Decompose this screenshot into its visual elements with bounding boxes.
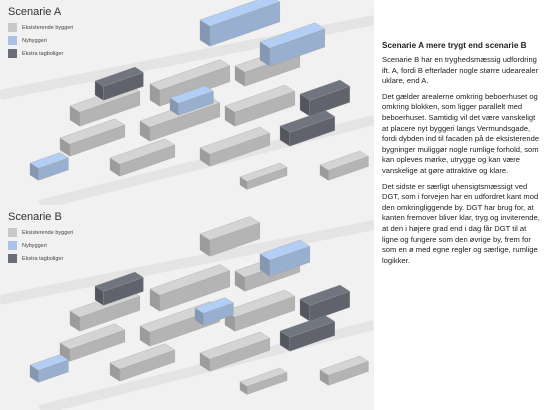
legend-item-existing bbox=[8, 227, 73, 238]
description-paragraph: Scenarie B har en tryghedsmæssig udfordring ift. A, fordi B efterlader nogle større udearealer uklare, end A. bbox=[382, 55, 539, 86]
scenario-a-legend bbox=[8, 22, 73, 61]
scenario-b-legend bbox=[8, 227, 73, 266]
legend-swatch-extra-roof bbox=[8, 49, 17, 58]
legend-label: Eksisterende byggeri bbox=[22, 229, 74, 236]
legend-label: Nybyggeri bbox=[22, 37, 47, 44]
legend-label: Ekstra tagboliger bbox=[22, 255, 64, 262]
scenario-b-title: Scenarie B bbox=[8, 211, 62, 223]
legend-swatch-new bbox=[8, 36, 17, 45]
legend-item-existing bbox=[8, 22, 73, 33]
legend-item-extra-roof bbox=[8, 253, 73, 264]
description-column bbox=[382, 40, 542, 271]
legend-swatch-existing bbox=[8, 23, 17, 32]
legend-item-extra-roof bbox=[8, 48, 73, 59]
scenario-b-panel bbox=[0, 205, 374, 410]
legend-swatch-existing bbox=[8, 228, 17, 237]
scenario-a-panel bbox=[0, 0, 374, 205]
legend-item-new bbox=[8, 35, 73, 46]
description-heading: Scenarie A mere trygt end scenarie B bbox=[382, 41, 527, 50]
legend-label: Eksisterende byggeri bbox=[22, 24, 74, 31]
legend-label: Nybyggeri bbox=[22, 242, 47, 249]
scenario-a-title: Scenarie A bbox=[8, 6, 62, 18]
legend-item-new bbox=[8, 240, 73, 251]
description-paragraph: Det sidste er særligt uhensigtsmæssigt ved DGT, som i forvejen har en udfordret kant mod den omkringliggende by. DGT har brug for, at kanten fremover bliver klar, tryg og inviterende, at den i højere grad end i dag får DGT til at ligne og fungere som den øvrige by, frem for som en ø med egne regler og særlige, rumlige logikker. bbox=[382, 181, 540, 265]
legend-label: Ekstra tagboliger bbox=[22, 50, 64, 57]
description-paragraph: Det gælder arealerne omkring beboerhuset og omkring blokken, som ligger parallelt med beboerhuset. Samtidig vil det være vanskeligt at placere nyt byggeri langs Vermundsgade, fordi dybden ind til facaden på de eksisterende bygninger muliggør nogle rumlige forhold, som kan opleves mørke, utrygge og kan være vanskelige at gøre attraktive og klare. bbox=[382, 91, 540, 175]
legend-swatch-new bbox=[8, 241, 17, 250]
legend-swatch-extra-roof bbox=[8, 254, 17, 263]
